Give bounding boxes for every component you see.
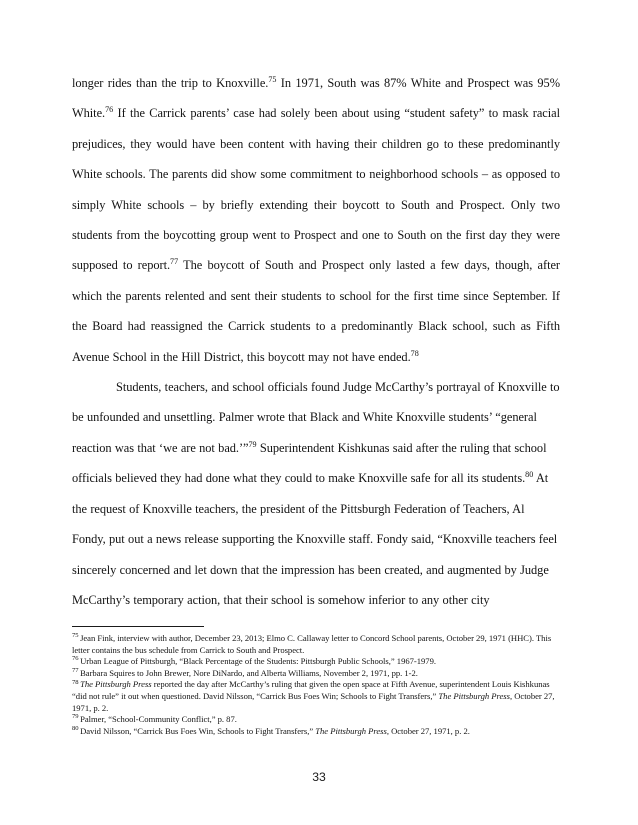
footnote-reference-75[interactable]: 75 [268, 74, 277, 84]
para-knoxville-reaction: Students, teachers, and school officials found Judge McCarthy’s portrayal of Knoxville to be unfounded and unsettling. Palmer wrote that Black and White Knoxville students’ “general reaction was that ‘we are not bad.’”$^{79}$ Superintendent Kishkunas said after the ruling that school officials believed they had done what they could to make Knoxville safe for all its students.$^{80}$ At the request of Knoxville teachers, the president of the Pittsburgh Federation of Teachers, Al Fondy, put out a news release supporting the Knoxville staff. Fondy said, “Knoxville teachers feel sincerely concerned and let down that the impression has been created, and augmented by Judge McCarthy’s temporary action, that their school is somehow inferior to any other city [72, 380, 560, 607]
footnote-marker-77: 77 [72, 666, 79, 674]
page-number: 33 [312, 770, 326, 784]
footnote-77: $^{77}$ Barbara Squires to John Brewer, Nore DiNardo, and Alberta Williams, November 2, 1971, pp. 1-2. [72, 666, 418, 678]
footnote-area [72, 626, 562, 737]
italic-title: The Pittsburgh Press [315, 725, 387, 736]
footnote-79: $^{79}$ Palmer, “School-Community Conflict,” p. 87. [72, 713, 237, 725]
footnote-marker-78: 78 [72, 678, 79, 686]
footnote-marker-79: 79 [72, 713, 79, 721]
italic-title: The Pittsburgh Press [438, 690, 510, 701]
footnote-reference-80[interactable]: 80 [525, 470, 534, 480]
footnote-reference-76[interactable]: 76 [105, 105, 114, 115]
footnote-list [72, 633, 562, 737]
footnote-78: $^{78}$ The Pittsburgh Press reported the day after McCarthy’s ruling that given the open space at Fifth Avenue, superintendent Louis Kishkunas “did not rule” it out when questioned. David Nilsson, “Carrick Bus Foes Win; Schools to Fight Transfers,” The Pittsburgh Press, October 27, 1971, p. 2. [72, 678, 555, 713]
footnote-separator-rule [72, 626, 204, 627]
body-text-block [72, 68, 560, 615]
footnote-80: $^{80}$ David Nilsson, “Carrick Bus Foes Win, Schools to Fight Transfers,” The Pittsburgh Press, October 27, 1971, p. 2. [72, 724, 470, 736]
para-carrick-boycott: longer rides than the trip to Knoxville.$^{75}$ In 1971, South was 87% White and Prospect was 95% White.$^{76}$ If the Carrick parents’ case had solely been about using “student safety” to mask racial prejudices, they would have been content with having their children go to these predominantly White schools. The parents did show some commitment to neighborhood schools – as opposed to simply White schools – by briefly extending their boycott to South and Prospect. Only two students from the boycotting group went to Prospect and one to South on the first day they were supposed to report.$^{77}$ The boycott of South and Prospect only lasted a few days, though, after which the parents relented and sent their students to school for the first time since September. If the Board had reassigned the Carrick students to a predominantly Black school, such as Fifth Avenue School in the Hill District, this boycott may not have ended.$^{78}$ [72, 74, 560, 364]
footnote-reference-78[interactable]: 78 [410, 348, 419, 358]
footnote-reference-79[interactable]: 79 [248, 439, 257, 449]
footnote-marker-80: 80 [72, 724, 79, 732]
italic-title: The Pittsburgh Press [80, 679, 152, 690]
footnote-75: $^{75}$ Jean Fink, interview with author, December 23, 2013; Elmo C. Callaway letter to Concord School parents, October 29, 1971 (HHC). This letter contains the bus schedule from Carrick to South and Prospect. [72, 632, 552, 655]
footnote-reference-77[interactable]: 77 [170, 257, 179, 267]
footnote-marker-76: 76 [72, 655, 79, 663]
footnote-marker-75: 75 [72, 632, 79, 640]
footnote-76: $^{76}$ Urban League of Pittsburgh, “Black Percentage of the Students: Pittsburgh Public Schools,” 1967-1979. [72, 655, 436, 667]
